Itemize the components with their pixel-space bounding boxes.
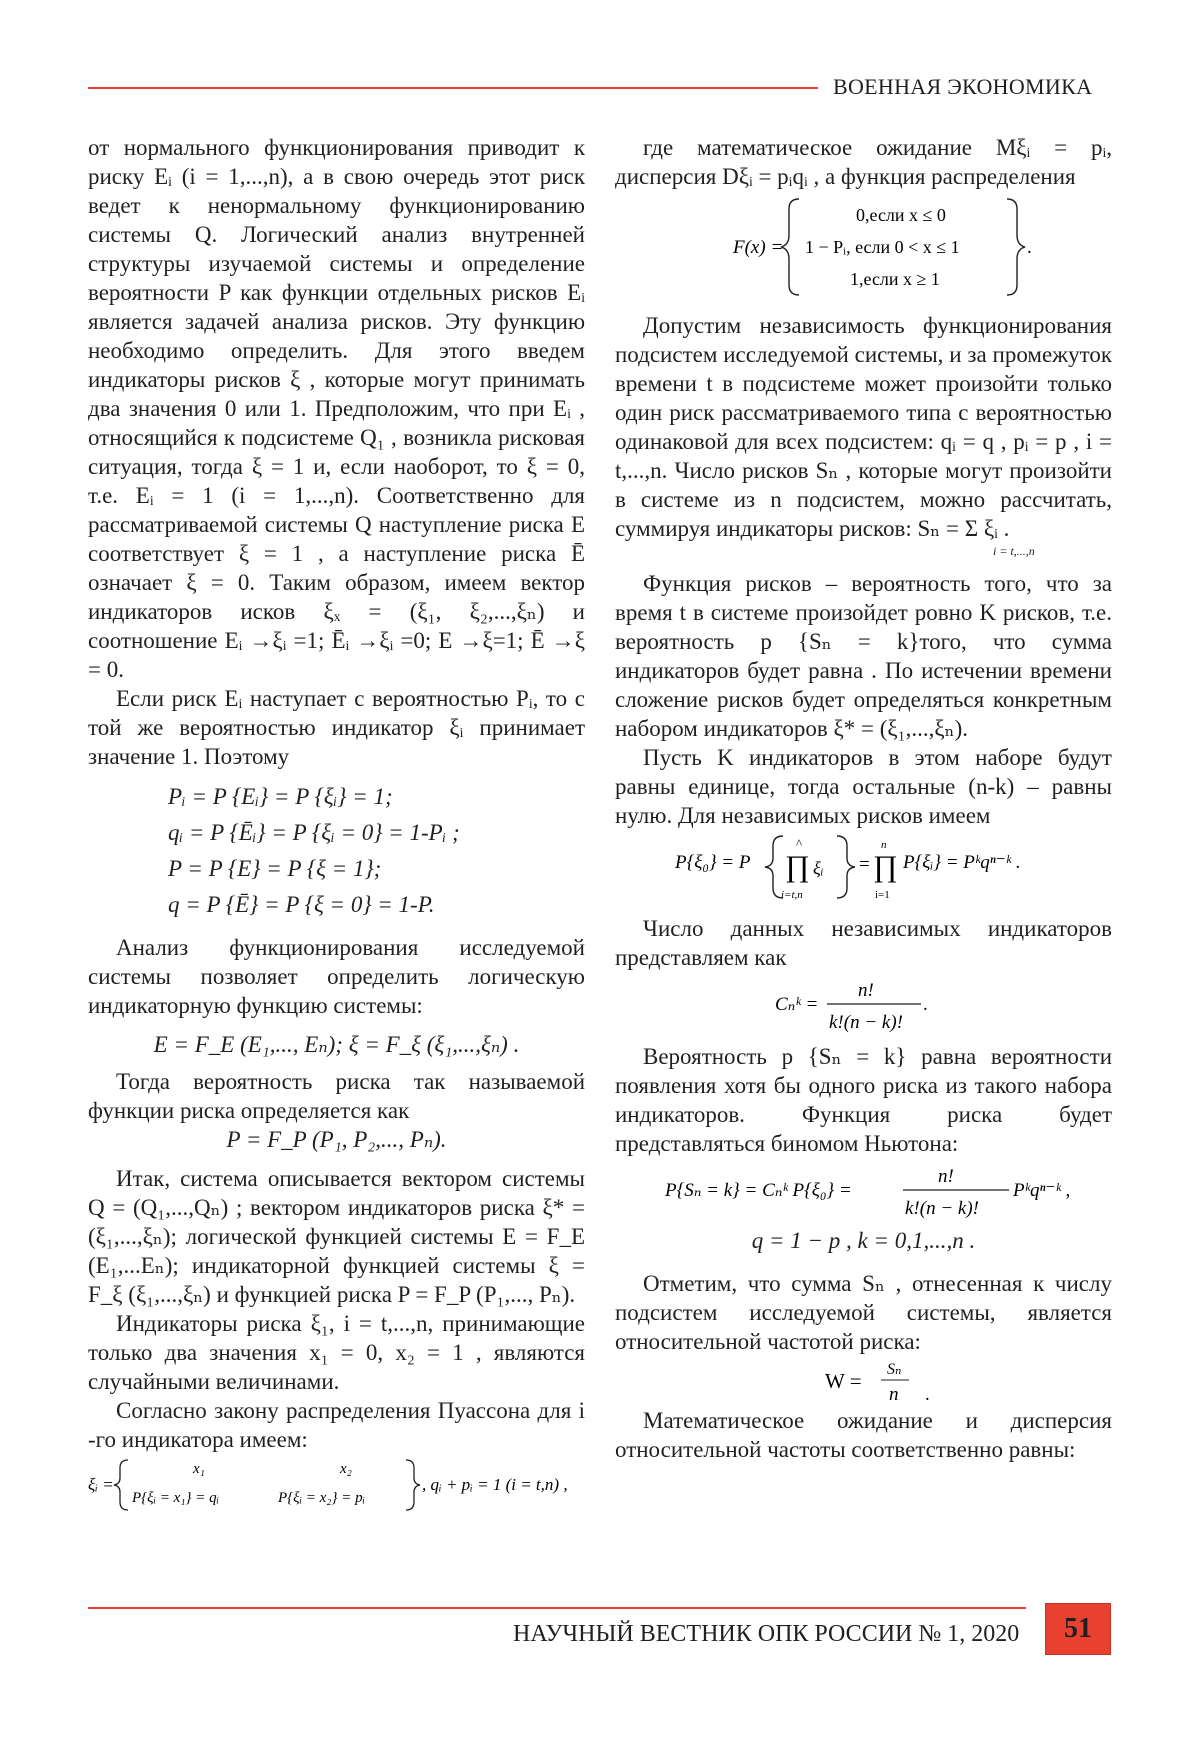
formula-q-i: qᵢ = P {Ēᵢ} = P {ξᵢ = 0} = 1-Pᵢ ; [168, 820, 460, 845]
poisson-e2: P{ξᵢ = x₂} = pᵢ [278, 1490, 365, 1506]
prod-sub-1: i=t,n [781, 889, 803, 901]
left-paragraph-3: Анализ функционирования исследуемой системы позволяет определить логическую индикаторную функцию системы: [88, 935, 585, 1018]
left-paragraph-5: Итак, система описывается вектором системы Q = (Q₁,...,Qₙ) ; вектором индикаторов риска ξ* = (ξ₁,...,ξₙ); логической функцией системы E = F_E (E₁,...Eₙ); индикаторной функцией системы ξ = F_ξ (ξ₁,...,ξₙ) и функцией риска P = F_P (P₁,..., Pₙ). [88, 1166, 585, 1307]
poisson-tail: , qᵢ + pᵢ = 1 (i = t,n) , [422, 1475, 568, 1494]
sum-subscript: i = t,...,n [993, 544, 1035, 558]
right-paragraph-3: Функция рисков – вероятность того, что за время t в системе произойдет ровно K рисков, т.е. вероятность p {Sₙ = k}того, что сумма индикаторов будет равна . По истечении времени сложение рисков будет определяться конкретным набором индикаторов ξ* = (ξ₁,...,ξₙ). [615, 571, 1112, 741]
prod-rhs: P{ξᵢ} = Pᵏqⁿ⁻ᵏ . [903, 852, 1021, 873]
poisson-right-brace [406, 1460, 420, 1510]
binom-lhs: P{Sₙ = k} = Cₙᵏ P{ξ₀} = [665, 1180, 852, 1201]
right-paragraph-4: Пусть K индикаторов в этом наборе будут равны единице, тогда остальные (n-k) – равны нулю. Для независимых рисков имеем [615, 745, 1112, 828]
left-paragraph-7: Согласно закону распределения Пуассона для i -го индикатора имеем: [88, 1398, 585, 1452]
right-paragraph-2: Допустим независимость функционирования подсистем исследуемой системы, и за промежуток времени t в подсистеме может произойти только один риск рассматриваемого типа с вероятностью одинаковой для всех подсистем: qᵢ = q , pᵢ = p , i = t,...,n. Число рисков Sₙ , которые могут произойти в системе из n подсистем, можно рассчитать, суммируя индикаторы рисков: Sₙ = Σ ξᵢ . [615, 313, 1112, 541]
formula-p: P = P {E} = P {ξ = 1}; [168, 856, 382, 881]
freq-lhs: W = [825, 1369, 862, 1393]
left-paragraph-2: Если риск Eᵢ наступает с вероятностью Pᵢ, то с той же вероятностью индикатор ξᵢ принимает значение 1. Поэтому [88, 686, 585, 769]
prod-inner: ξᵢ [813, 858, 824, 878]
journal-title: НАУЧНЫЙ ВЕСТНИК ОПК РОССИИ № 1, 2020 [513, 1621, 1020, 1647]
dist-lhs: F(x) = [733, 237, 784, 258]
formula-binomial [615, 1158, 1112, 1222]
header-rule [88, 87, 818, 89]
formula-indicator-function: E = F_E (E₁,..., Eₙ); ξ = F_ξ (ξ₁,...,ξₙ) . [153, 1032, 520, 1057]
section-title: ВОЕННАЯ ЭКОНОМИКА [833, 74, 1093, 99]
poisson-left-brace [114, 1460, 128, 1510]
comb-tail: . [923, 994, 928, 1015]
comb-numerator: n! [858, 980, 874, 1001]
dist-right-brace [1007, 199, 1025, 295]
freq-tail: . [925, 1384, 930, 1405]
prod-sub-2: i=1 [875, 889, 890, 901]
formula-risk-function: P = F_P (P₁, P₂,..., Pₙ). [226, 1127, 447, 1152]
prod-symbol-1: ∏ [785, 850, 810, 883]
prod-sup-2: n [881, 839, 887, 851]
right-paragraph-7: Отметим, что сумма Sₙ , отнесенная к числу подсистем исследуемой системы, является относительной частотой риска: [615, 1271, 1112, 1354]
poisson-x2: x₂ [340, 1461, 352, 1477]
right-paragraph-6: Вероятность p {Sₙ = k} равна вероятности появления хотя бы одного риска из такого набора индикаторов. Функция риска будет представляться биномом Ньютона: [615, 1044, 1112, 1156]
binom-tail: Pᵏqⁿ⁻ᵏ , [1013, 1180, 1071, 1201]
right-paragraph-5: Число данных независимых индикаторов представляем как [615, 916, 1112, 970]
sum-subscript-row [615, 543, 1112, 569]
right-column [615, 133, 1112, 1464]
formula-combinations [615, 972, 1112, 1034]
prod-lhs: P{ξ₀} = P [675, 852, 751, 873]
binom-denominator: k!(n − k)! [905, 1198, 979, 1219]
prod-equals: = [859, 854, 870, 875]
formula-poisson [88, 1454, 585, 1512]
dist-tail: . [1027, 237, 1032, 258]
probability-formulas [88, 779, 585, 923]
poisson-e1: P{ξᵢ = x₁} = qᵢ [132, 1490, 219, 1506]
formula-p-i: Pᵢ = P {Eᵢ} = P {ξᵢ} = 1; [168, 784, 393, 809]
comb-denominator: k!(n − k)! [829, 1012, 903, 1033]
formula-product [615, 830, 1112, 906]
prod-hat: ^ [796, 836, 803, 851]
right-paragraph-1: где математическое ожидание Mξᵢ = pᵢ, дисперсия Dξᵢ = pᵢqᵢ , а функция распределения [615, 135, 1112, 189]
formula-q: q = P {Ē} = P {ξ = 0} = 1-P. [168, 892, 435, 917]
prod-right-brace [837, 836, 855, 898]
left-paragraph-6: Индикаторы риска ξ₁, i = t,...,n, принимающие только два значения x₁ = 0, x₂ = 1 , являются случайными величинами. [88, 1311, 585, 1394]
right-paragraph-8: Математическое ожидание и дисперсия относительной частоты соответственно равны: [615, 1408, 1112, 1462]
dist-case-1: 0,если x ≤ 0 [856, 205, 946, 225]
left-column [88, 133, 585, 1512]
formula-distribution-function [615, 191, 1112, 303]
freq-numerator: Sₙ [887, 1361, 902, 1378]
poisson-x1: x₁ [193, 1461, 205, 1477]
footer-rule [88, 1607, 1026, 1609]
dist-case-3: 1,если x ≥ 1 [850, 269, 940, 289]
formula-q-k-range: q = 1 − p , k = 0,1,...,n . [751, 1228, 976, 1253]
left-paragraph-1: от нормального функционирования приводит к риску Eᵢ (i = 1,...,n), а в свою очередь этот риск ведет к ненормальному функционированию системы Q. Логический анализ внутренней структуры изучаемой системы и определение вероятности P как функции отдельных рисков Eᵢ является задачей анализа рисков. Эту функцию необходимо определить. Для этого введем индикаторы рисков ξ , которые могут принимать два значения 0 или 1. Предположим, что при Eᵢ , относящийся к подсистеме Q₁ , возникла рисковая ситуация, тогда ξ = 1 и, если наоборот, то ξ = 0, т.е. Eᵢ = 1 (i = 1,...,n). Соответственно для рассматриваемой системы Q наступление риска E соответствует ξ = 1 , а наступление риска Ē означает ξ = 0. Таким образом, имеем вектор индикаторов исков ξₓ = (ξ₁, ξ₂,...,ξₙ) и соотношение Eᵢ →ξᵢ =1; Ēᵢ →ξᵢ =0; E →ξ=1; Ē →ξ = 0. [88, 135, 585, 682]
dist-left-brace [781, 199, 799, 295]
page-number: 51 [1045, 1603, 1111, 1655]
freq-denominator: n [889, 1384, 899, 1405]
poisson-lhs: ξᵢ = [88, 1475, 114, 1494]
dist-case-2: 1 − Pᵢ, если 0 < x ≤ 1 [805, 237, 960, 257]
comb-lhs: Cₙᵏ = [775, 994, 819, 1015]
prod-symbol-2: ∏ [873, 850, 898, 883]
formula-relative-frequency [615, 1356, 1112, 1406]
binom-numerator: n! [938, 1166, 954, 1187]
left-paragraph-4: Тогда вероятность риска так называемой функции риска определяется как [88, 1069, 585, 1123]
